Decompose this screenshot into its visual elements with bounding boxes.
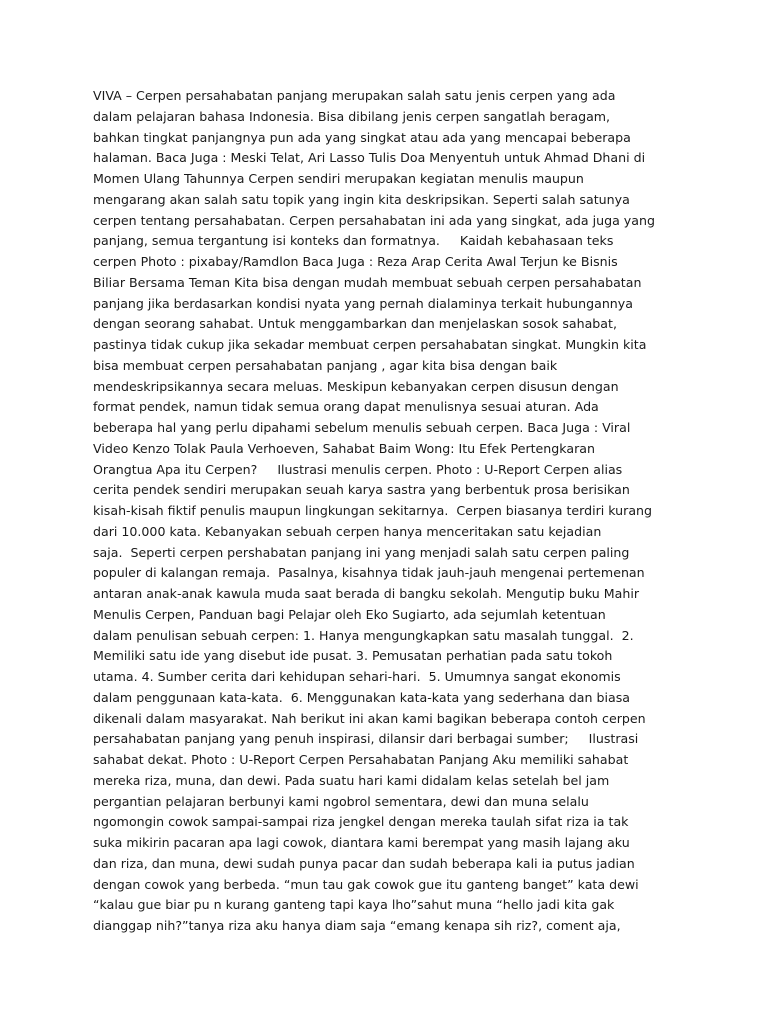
text-line: cerpen Photo : pixabay/Ramdlon Baca Juga : Reza Arap Cerita Awal Terjun ke Bisnis [93,254,618,269]
text-line: saja. Seperti cerpen pershabatan panjang ini yang menjadi salah satu cerpen paling [93,544,630,560]
text-line: panjang, semua tergantung isi konteks dan formatnya. Kaidah kebahasaan teks [93,233,614,249]
text-line: Menulis Cerpen, Panduan bagi Pelajar oleh Eko Sugiarto, ada sejumlah ketentuan [93,606,606,622]
text-line: utama. 4. Sumber cerita dari kehidupan sehari-hari. 5. Umumnya sangat ekonomis [93,669,621,684]
text-line: persahabatan panjang yang penuh inspirasi, dilansir dari berbagai sumber; Ilustrasi [93,731,639,747]
text-line: dianggap nih?”tanya riza aku hanya diam saja “emang kenapa sih riz?, coment aja, [93,918,621,933]
text-line: dikenali dalam masyarakat. Nah berikut ini akan kami bagikan beberapa contoh cerpen [93,710,646,726]
text-line: Momen Ulang Tahunnya Cerpen sendiri merupakan kegiatan menulis maupun [93,171,584,186]
text-line: dalam penulisan sebuah cerpen: 1. Hanya mengungkapkan satu masalah tunggal. 2. [93,627,634,643]
text-line: Biliar Bersama Teman Kita bisa dengan mudah membuat sebuah cerpen persahabatan [93,274,642,290]
text-line: pergantian pelajaran berbunyi kami ngobrol sementara, dewi dan muna selalu [93,793,589,809]
text-line: antaran anak-anak kawula muda saat berada di bangku sekolah. Mengutip buku Mahir [93,586,639,601]
text-line: dengan cowok yang berbeda. “mun tau gak cowok gue itu ganteng banget” kata dewi [93,876,639,892]
text-line: panjang jika berdasarkan kondisi nyata yang pernah dialaminya terkait hubungannya [93,295,633,311]
text-line: Video Kenzo Tolak Paula Verhoeven, Sahabat Baim Wong: Itu Efek Pertengkaran [93,440,595,456]
text-line: sahabat dekat. Photo : U-Report Cerpen Persahabatan Panjang Aku memiliki sahabat [93,752,629,767]
text-line: pastinya tidak cukup jika sekadar membuat cerpen persahabatan singkat. Mungkin kita [93,337,647,352]
text-line: mengarang akan salah satu topik yang ingin kita deskripsikan. Seperti salah satunya [93,191,630,207]
text-line: bisa membuat cerpen persahabatan panjang , agar kita bisa dengan baik [93,357,558,373]
text-line: bahkan tingkat panjangnya pun ada yang singkat atau ada yang mencapai beberapa [93,129,631,145]
text-line: dari 10.000 kata. Kebanyakan sebuah cerpen hanya menceritakan satu kejadian [93,523,602,539]
text-line: beberapa hal yang perlu dipahami sebelum menulis sebuah cerpen. Baca Juga : Viral [93,420,631,435]
text-line: Orangtua Apa itu Cerpen? Ilustrasi menulis cerpen. Photo : U-Report Cerpen alias [93,461,623,477]
text-line: mendeskripsikannya secara meluas. Meskipun kebanyakan cerpen disusun dengan [93,378,619,394]
text-line: halaman. Baca Juga : Meski Telat, Ari Lasso Tulis Doa Menyentuh untuk Ahmad Dhani di [93,150,646,166]
text-line: populer di kalangan remaja. Pasalnya, kisahnya tidak jauh-jauh mengenai pertemenan [93,565,645,581]
text-line: VIVA – Cerpen persahabatan panjang merupakan salah satu jenis cerpen yang ada [93,88,616,103]
text-line: dengan seorang sahabat. Untuk menggambarkan dan menjelaskan sosok sahabat, [93,316,617,332]
text-line: cerita pendek sendiri merupakan seuah karya sastra yang berbentuk prosa berisikan [93,482,630,498]
text-line: dan riza, dan muna, dewi sudah punya pacar dan sudah beberapa kali ia putus jadian [93,855,635,871]
text-line: Memiliki satu ide yang disebut ide pusat. 3. Pemusatan perhatian pada satu tokoh [93,648,613,664]
article-body [93,86,683,937]
text-line: ngomongin cowok sampai-sampai riza jengkel dengan mereka taulah sifat riza ia tak [93,814,629,830]
text-line: suka mikirin pacaran apa lagi cowok, diantara kami berempat yang masih lajang aku [93,835,630,850]
text-line: kisah-kisah fiktif penulis maupun lingkungan sekitarnya. Cerpen biasanya terdiri kurang [93,503,653,518]
text-line: mereka riza, muna, dan dewi. Pada suatu hari kami didalam kelas setelah bel jam [93,772,610,788]
text-line: cerpen tentang persahabatan. Cerpen persahabatan ini ada yang singkat, ada juga yang [93,212,655,228]
text-line: format pendek, namun tidak semua orang dapat menulisnya sesuai aturan. Ada [93,399,599,415]
text-line: dalam penggunaan kata-kata. 6. Menggunakan kata-kata yang sederhana dan biasa [93,689,630,705]
text-line: “kalau gue biar pu n kurang ganteng tapi kaya lho”sahut muna “hello jadi kita gak [93,897,615,913]
text-line: dalam pelajaran bahasa Indonesia. Bisa dibilang jenis cerpen sangatlah beragam, [93,108,611,124]
